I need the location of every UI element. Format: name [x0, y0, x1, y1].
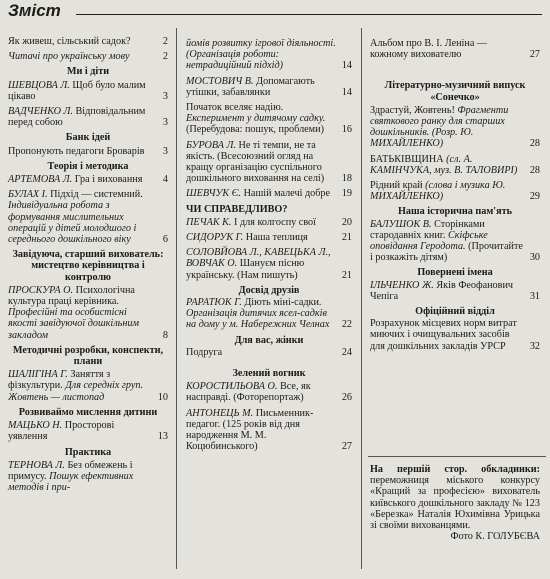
column-divider-1 [176, 28, 177, 569]
toc-entry: Розрахунок місцевих норм витрат миючих і очищувальних засобів для дошкільних закладів УРСР 32 [370, 318, 540, 352]
section-heading: Теорія і методика [47, 160, 129, 172]
entry-author: АНТОНЕЦЬ М. [186, 407, 254, 419]
page-number: 3 [162, 145, 168, 157]
page-number: 2 [162, 51, 168, 63]
toc-entry: Альбом про В. І. Леніна — кожному вихователю 27 [370, 38, 540, 61]
toc-entry: Як живеш, сільський садок? 2 [8, 36, 168, 47]
page-number: 21 [341, 269, 352, 281]
section-heading: Зелений вогник [232, 368, 306, 380]
toc-entry: Пропонують педагоги Броварів 3 [8, 145, 168, 157]
toc-entry: ШЕВЧУК Є. Нашій малечі добре 19 [186, 188, 352, 200]
entry-author: СОЛОВЙОВА Л., КАВЕЦЬКА Л., ВОВЧАК О. [186, 247, 331, 270]
contents-column-2 [186, 38, 352, 457]
section-heading: Практика [64, 446, 112, 458]
entry-author: МАЦЬКО Н. [8, 420, 63, 432]
toc-entry: СИДОРУК Г. Наша теплиця 21 [186, 232, 352, 244]
toc-entry: Рідний край (слова і музика Ю. МИХАЙЛЕНКО) 29 [370, 180, 540, 203]
contents-column-3 [370, 38, 540, 356]
toc-entry: КОРОСТИЛЬОВА О. Все, як насправді. (Фоторепортаж) 26 [186, 381, 352, 404]
entry-author: БУРОВА Л. [186, 139, 236, 151]
toc-entry: ШАЛІГІНА Г. Заняття з фізкультури. Для середніх груп. Жовтень — листопад 10 [8, 369, 168, 403]
page-number: 29 [529, 191, 540, 203]
page-number: 27 [341, 441, 352, 453]
cover-note-text: переможниця міського конкурсу «Кращий за професією» вихователь київського дошкільного закладу № 123 «Березка» Наталія Юхимівна Урицька зі своїми вихованцями. [370, 475, 540, 532]
entry-author: МОСТОВИЧ В. [186, 75, 254, 87]
page-number: 20 [341, 216, 352, 228]
page-number: 3 [162, 90, 168, 102]
page-number: 16 [341, 124, 352, 136]
page-number: 3 [162, 117, 168, 129]
toc-entry: ТЕРНОВА Л. Без обмежень і примусу. Пошук ефективних методів і при- [8, 459, 134, 494]
section-heading: Для вас, жінки [234, 334, 304, 346]
cover-photo-credit: Фото К. ГОЛУБЄВА [450, 531, 540, 543]
section-heading: Досвід друзів [238, 284, 300, 296]
toc-entry: йомів розвитку ігрової діяльності. (Організація роботи: нетрадиційний підхід) 14 [186, 38, 352, 72]
page-number: 6 [162, 234, 168, 246]
page-number: 13 [157, 431, 168, 443]
entry-author: ВАДЧЕНКО Л. [8, 106, 73, 118]
page-number: 27 [529, 49, 540, 61]
toc-entry: ІЛЬЧЕНКО Ж. Яків Феофанович Чепіга 31 [370, 279, 540, 302]
entry-author: БАЛУШОК В. [370, 218, 432, 230]
entry-author: РАРАТЮК Г. [186, 297, 242, 309]
toc-entry: БУРОВА Л. Не ті темпи, не та якість. (Всесоюзний огляд на кращу організацію суспільного дошкільного виховання на селі) 18 [186, 139, 352, 185]
entry-author: ШАЛІГІНА Г. [8, 369, 68, 381]
toc-entry: СОЛОВЙОВА Л., КАВЕЦЬКА Л., ВОВЧАК О. Шануєм пісню українську. (Нам пишуть) 21 [186, 247, 352, 281]
entry-author: КОРОСТИЛЬОВА О. [186, 381, 278, 393]
toc-entry: АРТЕМОВА Л. Гра і виховання 4 [8, 174, 168, 186]
toc-entry: Здрастуй, Жовтень! Фрагменти святкового ранку для старших дошкільників. (Розр. Ю. МИХАЙЛЕНКО) 28 [370, 104, 540, 150]
page-number: 32 [529, 340, 540, 352]
cover-note-lead: На першій стор. обкладинки: [370, 464, 540, 475]
section-heading: Наша історична пам'ять [397, 206, 512, 218]
page-number: 21 [341, 232, 352, 244]
section-heading: Ми і діти [66, 66, 110, 78]
section-heading: Офіційний відділ [415, 306, 495, 318]
entry-author: ТЕРНОВА Л. [8, 459, 65, 471]
toc-entry: АНТОНЕЦЬ М. Письменник-педагог. (125 років від дня народження М. М. Коцюбинського) 27 [186, 407, 352, 453]
toc-entry: Читачі про українську мову 2 [8, 51, 168, 63]
toc-entry: МОСТОВИЧ В. Допомагають утішки, забавлянки 14 [186, 75, 352, 98]
page-number: 30 [529, 252, 540, 264]
cover-note-divider [368, 456, 546, 457]
entry-author: ПРОСКУРА О. [8, 284, 74, 296]
page-number: 19 [341, 188, 352, 200]
page-number: 26 [341, 392, 352, 404]
toc-entry: БУЛАХ І. Підхід — системний. Індивідуальна робота з формування мислительних операцій у дітей молодшого і середнього дошкільного віку 6 [8, 189, 168, 246]
column-divider-2 [361, 28, 362, 569]
section-heading: Завідуюча, старший вихователь: мистецтво керівництва і контролю [12, 249, 164, 283]
contents-title: Зміст [8, 1, 61, 20]
section-heading: Методичні розробки, конспекти, плани [12, 344, 164, 368]
contents-header [6, 2, 546, 22]
section-heading: Літературно-музичний випуск «Сонечко» [384, 80, 526, 103]
page-number: 28 [529, 164, 540, 176]
page-number: 22 [341, 319, 352, 331]
page-number: 10 [157, 391, 168, 403]
entry-author: ШЕВЧУК Є. [186, 188, 242, 200]
entry-author: АРТЕМОВА Л. [8, 174, 73, 186]
section-heading: Банк ідей [65, 132, 111, 144]
title-rule [76, 14, 542, 15]
page-number: 2 [162, 36, 168, 47]
cover-note [370, 464, 540, 542]
page-number: 31 [529, 290, 540, 302]
toc-entry: Подруга 24 [186, 346, 352, 358]
contents-column-1 [8, 36, 168, 497]
page-number: 8 [162, 329, 168, 341]
section-heading: Повернені імена [417, 267, 493, 279]
toc-entry: ВАДЧЕНКО Л. Відповідальним перед собою 3 [8, 106, 168, 129]
toc-entry: БАТЬКІВЩИНА (сл. А. КАМІНЧУКА, муз. В. ТАЛОВИРІ) 28 [370, 153, 540, 176]
entry-author: БУЛАХ І. [8, 189, 48, 201]
page-number: 28 [529, 138, 540, 150]
entry-author: ШЕВЦОВА Л. [8, 79, 70, 91]
toc-entry: РАРАТЮК Г. Діють міні-садки. Організація дитячих ясел-садків на дому у м. Набережних Челнах 22 [186, 297, 352, 331]
page-number: 18 [341, 173, 352, 185]
toc-entry: БАЛУШОК В. Сторінками стародавніх книг. Скіфське оповідання Геродота. (Прочитайте і розкажіть дітям) 30 [370, 218, 540, 264]
page-number: 14 [341, 86, 352, 98]
toc-entry: Початок вселяє надію. Експеримент у дитячому садку. (Перебудова: пошук, проблеми) 16 [186, 102, 352, 136]
toc-entry: ШЕВЦОВА Л. Щоб було малим цікаво 3 [8, 79, 168, 102]
entry-author: ПЕЧАК К. [186, 216, 232, 228]
page-number: 4 [162, 174, 168, 186]
section-heading: ЧИ СПРАВЕДЛИВО? [186, 203, 288, 215]
entry-author: ІЛЬЧЕНКО Ж. [370, 279, 434, 291]
toc-entry: ПЕЧАК К. І для колгоспу свої 20 [186, 216, 352, 228]
page-number: 24 [341, 346, 352, 358]
page-number: 14 [341, 60, 352, 72]
toc-entry: МАЦЬКО Н. Просторові уявлення 13 [8, 420, 168, 443]
toc-entry: ПРОСКУРА О. Психологічна культура праці керівника. Професійні та особистісні якості завідуючої дошкільним закладом 8 [8, 284, 168, 341]
entry-author: СИДОРУК Г. [186, 232, 244, 244]
section-heading: Розвиваймо мислення дитини [18, 406, 158, 418]
